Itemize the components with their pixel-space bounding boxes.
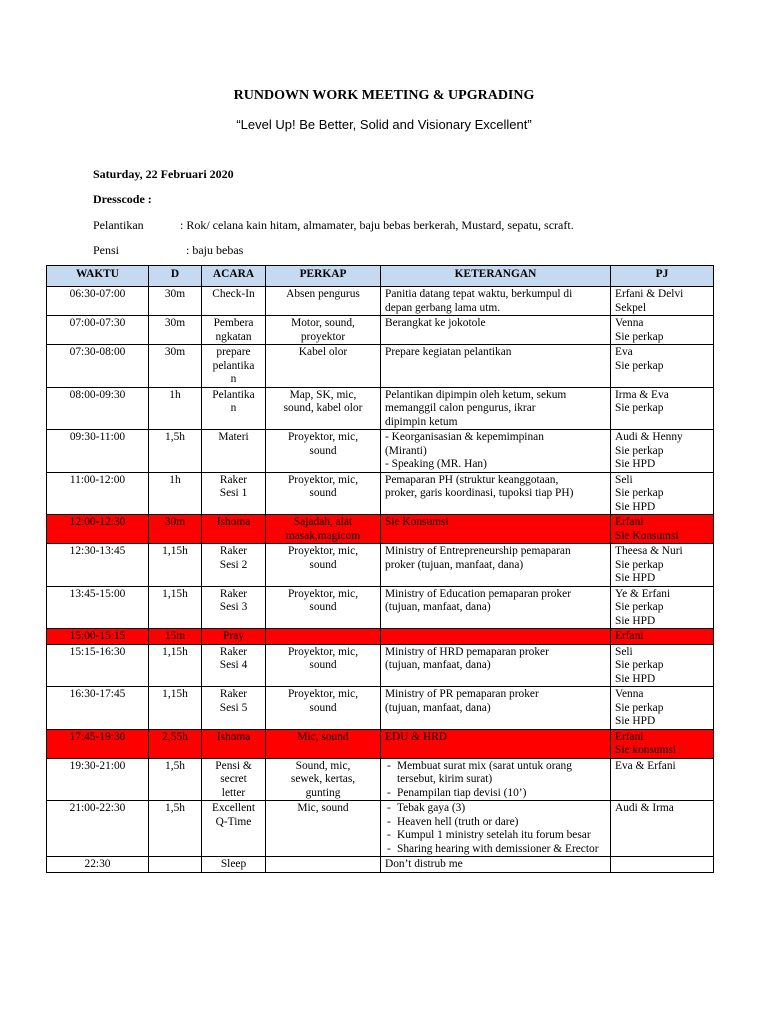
perkap-text: Map, SK, mic, xyxy=(289,388,357,401)
cell-perkap xyxy=(266,644,381,687)
cell-pj xyxy=(611,857,714,873)
pj-text: Eva xyxy=(615,346,633,358)
table-row xyxy=(47,729,714,758)
cell-duration xyxy=(149,758,202,801)
header-waktu: WAKTU xyxy=(47,266,149,287)
cell-waktu xyxy=(47,544,149,587)
dash-bullet-icon: - xyxy=(387,786,391,799)
pj-text: Sie perkap xyxy=(615,558,664,571)
waktu-text: 13:45-15:00 xyxy=(69,587,126,600)
keterangan-text: Ministry of Entrepreneurship pemaparan xyxy=(385,545,571,557)
cell-acara xyxy=(202,687,266,730)
cell-perkap xyxy=(266,316,381,345)
cell-acara xyxy=(202,857,266,873)
cell-waktu xyxy=(47,729,149,758)
cell-duration xyxy=(149,316,202,345)
acara-text: Sesi 2 xyxy=(219,558,248,571)
waktu-text: 09:30-11:00 xyxy=(69,431,126,443)
cell-keterangan xyxy=(381,629,611,645)
acara-text: Q-Time xyxy=(215,815,252,828)
cell-waktu xyxy=(47,387,149,430)
cell-keterangan xyxy=(381,729,611,758)
perkap-text: Sajadah, alat xyxy=(293,516,353,528)
cell-acara xyxy=(202,515,266,544)
cell-pj xyxy=(611,430,714,473)
cell-pj xyxy=(611,629,714,645)
pj-text: Theesa & Nuri xyxy=(615,545,683,557)
cell-acara xyxy=(202,729,266,758)
cell-pj xyxy=(611,387,714,430)
acara-text: letter xyxy=(221,786,246,799)
acara-text: Pembera xyxy=(213,317,254,329)
acara-text: n xyxy=(230,373,237,385)
cell-waktu xyxy=(47,629,149,645)
acara-text: Materi xyxy=(218,431,249,443)
duration-text: 1,5h xyxy=(165,802,185,814)
waktu-text: 15:15-16:30 xyxy=(69,645,126,658)
list-item xyxy=(385,816,606,830)
event-date: Saturday, 22 Februari 2020 xyxy=(93,167,234,181)
perkap-text: Motor, sound, xyxy=(291,317,355,329)
pj-text: Sie HPD xyxy=(615,458,656,470)
cell-waktu xyxy=(47,430,149,473)
acara-text: Pelantika xyxy=(212,388,255,401)
acara-text: Raker xyxy=(219,545,248,557)
rundown-table xyxy=(46,265,714,873)
keterangan-text: Panitia datang tepat waktu, berkumpul di xyxy=(385,288,573,300)
cell-duration xyxy=(149,629,202,645)
header-d: D xyxy=(149,266,202,287)
perkap-text: proyektor xyxy=(300,330,346,343)
cell-duration xyxy=(149,345,202,388)
acara-text: Sesi 4 xyxy=(219,659,248,671)
duration-text: 1,15h xyxy=(162,545,188,557)
dash-bullet-icon: - xyxy=(387,759,391,772)
pj-text: Erfani xyxy=(615,516,644,528)
acara-text: Sleep xyxy=(220,858,247,870)
cell-keterangan xyxy=(381,472,611,515)
header-keterangan: KETERANGAN xyxy=(381,266,611,287)
table-row xyxy=(47,345,714,388)
perkap-text: Proyektor, mic, xyxy=(287,688,359,700)
cell-duration xyxy=(149,544,202,587)
cell-perkap xyxy=(266,544,381,587)
duration-text: 1h xyxy=(169,473,181,486)
waktu-text: 16:30-17:45 xyxy=(69,688,126,700)
cell-keterangan xyxy=(381,345,611,388)
cell-pj xyxy=(611,586,714,629)
pj-text: Sie perkap xyxy=(615,330,664,343)
waktu-text: 19:30-21:00 xyxy=(69,759,126,772)
acara-text: Sesi 3 xyxy=(219,601,248,613)
cell-acara xyxy=(202,316,266,345)
keterangan-text: Berangkat ke jokotole xyxy=(385,317,486,329)
keterangan-text: Ministry of PR pemaparan proker xyxy=(385,688,539,700)
keterangan-text: - Speaking (MR. Han) xyxy=(385,458,487,470)
cell-perkap xyxy=(266,287,381,316)
keterangan-list xyxy=(385,760,606,801)
cell-keterangan xyxy=(381,387,611,430)
cell-perkap xyxy=(266,801,381,857)
keterangan-text: Pelantikan dipimpin oleh ketum, sekum xyxy=(385,388,567,401)
cell-keterangan xyxy=(381,801,611,857)
cell-duration xyxy=(149,801,202,857)
cell-acara xyxy=(202,758,266,801)
pj-text: Sie perkap xyxy=(615,601,664,613)
pj-text: Sie perkap xyxy=(615,659,664,671)
cell-perkap xyxy=(266,472,381,515)
pj-text: Sie HPD xyxy=(615,572,656,584)
acara-text: Sesi 1 xyxy=(219,487,248,499)
table-row xyxy=(47,316,714,345)
acara-text: Excellent xyxy=(211,802,255,814)
pj-text: Audi & Irma xyxy=(615,802,674,814)
cell-pj xyxy=(611,287,714,316)
cell-waktu xyxy=(47,515,149,544)
keterangan-text: Don’t distrub me xyxy=(385,858,463,870)
cell-duration xyxy=(149,644,202,687)
keterangan-text: EDU & HRD xyxy=(385,730,448,743)
pj-text: Erfani & Delvi xyxy=(615,288,684,300)
dash-bullet-icon: - xyxy=(387,815,391,828)
cell-waktu xyxy=(47,758,149,801)
perkap-text: Mic, sound xyxy=(297,802,349,814)
acara-text: Raker xyxy=(219,587,248,600)
cell-perkap xyxy=(266,387,381,430)
waktu-text: 11:00-12:00 xyxy=(69,473,126,486)
cell-pj xyxy=(611,515,714,544)
cell-pj xyxy=(611,644,714,687)
pj-text: Sie Konsumsi xyxy=(615,529,679,542)
keterangan-list xyxy=(385,802,606,856)
pj-text: Sie HPD xyxy=(615,500,656,513)
duration-text: 30m xyxy=(164,288,186,300)
pj-text: Sie HPD xyxy=(615,715,656,727)
pj-text: Venna xyxy=(615,317,644,329)
table-row xyxy=(47,644,714,687)
pj-text: Seli xyxy=(615,473,633,486)
table-row xyxy=(47,515,714,544)
waktu-text: 08:00-09:30 xyxy=(69,388,126,401)
keterangan-text: memanggil calon pengurus, ikrar xyxy=(385,402,536,414)
table-row xyxy=(47,287,714,316)
table-row xyxy=(47,687,714,730)
cell-duration xyxy=(149,687,202,730)
list-item xyxy=(385,760,606,787)
keterangan-text: (tujuan, manfaat, dana) xyxy=(385,601,491,613)
pj-text: Sie perkap xyxy=(615,359,664,372)
pj-text: Sie konsumsi xyxy=(615,744,677,756)
acara-text: Ishoma xyxy=(216,730,251,743)
cell-duration xyxy=(149,287,202,316)
duration-text: 2,55h xyxy=(162,730,188,743)
cell-duration xyxy=(149,430,202,473)
duration-text: 30m xyxy=(164,317,186,329)
waktu-text: 15:00-15:15 xyxy=(69,630,126,642)
keterangan-text: (Miranti) xyxy=(385,444,427,457)
pj-text: Sie perkap xyxy=(615,487,664,499)
acara-text: Sesi 5 xyxy=(219,701,248,714)
table-row xyxy=(47,857,714,873)
acara-text: Pray xyxy=(223,630,244,642)
table-row xyxy=(47,430,714,473)
keterangan-text: - Keorganisasian & kepemimpinan xyxy=(385,431,544,443)
header-perkap: PERKAP xyxy=(266,266,381,287)
perkap-text: Kabel olor xyxy=(298,346,348,358)
list-item xyxy=(385,787,606,801)
dresscode-heading: Dresscode : xyxy=(93,192,152,206)
cell-duration xyxy=(149,586,202,629)
pj-text: Seli xyxy=(615,645,633,658)
cell-keterangan xyxy=(381,857,611,873)
cell-pj xyxy=(611,687,714,730)
cell-perkap xyxy=(266,629,381,645)
duration-text: 1,15h xyxy=(162,688,188,700)
pelantikan-value: : Rok/ celana kain hitam, almamater, baju bebas berkerah, Mustard, sepatu, scraft. xyxy=(180,218,574,232)
keterangan-text: (tujuan, manfaat, dana) xyxy=(385,659,491,671)
pensi-dresscode xyxy=(93,243,244,258)
duration-text: 1h xyxy=(169,388,181,401)
table-row xyxy=(47,758,714,801)
table-row xyxy=(47,801,714,857)
duration-text: 30m xyxy=(164,346,186,358)
keterangan-text: Ministry of HRD pemaparan proker xyxy=(385,645,549,658)
list-item xyxy=(385,843,606,857)
acara-text: prepare xyxy=(216,346,251,358)
pj-text: Sie perkap xyxy=(615,701,664,714)
waktu-text: 06:30-07:00 xyxy=(69,288,126,300)
waktu-text: 07:00-07:30 xyxy=(69,317,126,329)
cell-acara xyxy=(202,801,266,857)
perkap-text: masak,magicom xyxy=(285,529,361,542)
waktu-text: 21:00-22:30 xyxy=(69,802,126,814)
perkap-text: Proyektor, mic, xyxy=(287,545,359,557)
header-acara: ACARA xyxy=(202,266,266,287)
cell-acara xyxy=(202,345,266,388)
cell-pj xyxy=(611,316,714,345)
keterangan-text: Prepare kegiatan pelantikan xyxy=(385,346,512,358)
acara-text: Raker xyxy=(219,645,248,658)
acara-text: pelantika xyxy=(212,359,255,372)
cell-waktu xyxy=(47,644,149,687)
cell-waktu xyxy=(47,687,149,730)
perkap-text: sound xyxy=(309,701,337,714)
pensi-label: Pensi xyxy=(93,243,120,257)
pj-text: Ye & Erfani xyxy=(615,587,671,600)
list-item-text: Tebak gaya (3) xyxy=(397,802,466,814)
pj-text: Sekpel xyxy=(615,301,647,314)
table-row xyxy=(47,586,714,629)
perkap-text: Proyektor, mic, xyxy=(287,473,359,486)
duration-text: 1,15h xyxy=(162,587,188,600)
keterangan-text: dipimpin ketum xyxy=(385,415,458,428)
acara-text: ngkatan xyxy=(215,330,252,343)
dash-bullet-icon: - xyxy=(387,829,391,841)
cell-waktu xyxy=(47,316,149,345)
cell-perkap xyxy=(266,345,381,388)
cell-acara xyxy=(202,430,266,473)
cell-pj xyxy=(611,801,714,857)
waktu-text: 12:00-12:30 xyxy=(69,516,126,528)
acara-text: n xyxy=(230,402,237,414)
pj-text: Sie HPD xyxy=(615,614,656,627)
cell-waktu xyxy=(47,287,149,316)
acara-text: Raker xyxy=(219,688,248,700)
cell-keterangan xyxy=(381,287,611,316)
table-row xyxy=(47,472,714,515)
cell-acara xyxy=(202,629,266,645)
pj-text: Erfani xyxy=(615,630,644,642)
cell-waktu xyxy=(47,472,149,515)
perkap-text: sound xyxy=(309,659,337,671)
perkap-text: Proyektor, mic, xyxy=(287,587,359,600)
cell-waktu xyxy=(47,857,149,873)
cell-duration xyxy=(149,472,202,515)
cell-perkap xyxy=(266,586,381,629)
list-item-text: Penampilan tiap devisi (10’) xyxy=(397,786,527,799)
duration-text: 15m xyxy=(164,630,186,642)
keterangan-text: depan gerbang lama utm. xyxy=(385,301,501,314)
perkap-text: Sound, mic, xyxy=(295,759,351,772)
acara-text: secret xyxy=(220,773,247,785)
keterangan-text: proker, garis koordinasi, tupoksi tiap PH) xyxy=(385,487,574,499)
cell-keterangan xyxy=(381,687,611,730)
keterangan-text: Pemaparan PH (struktur keanggotaan, xyxy=(385,473,559,486)
perkap-text: Proyektor, mic, xyxy=(287,645,359,658)
cell-pj xyxy=(611,729,714,758)
cell-perkap xyxy=(266,857,381,873)
duration-text: 1,15h xyxy=(162,645,188,658)
list-item-text: Kumpul 1 ministry setelah itu forum besar xyxy=(397,829,591,841)
cell-keterangan xyxy=(381,515,611,544)
waktu-text: 17:45-19:30 xyxy=(69,730,126,743)
cell-waktu xyxy=(47,345,149,388)
cell-keterangan xyxy=(381,644,611,687)
keterangan-text: Ministry of Education pemaparan proker xyxy=(385,587,571,600)
pj-text: Sie HPD xyxy=(615,672,656,685)
cell-perkap xyxy=(266,515,381,544)
cell-waktu xyxy=(47,801,149,857)
pelantikan-dresscode xyxy=(93,218,574,233)
cell-duration xyxy=(149,387,202,430)
document-subtitle: “Level Up! Be Better, Solid and Visionary Excellent” xyxy=(236,117,532,132)
acara-text: Pensi & xyxy=(215,759,252,772)
document-title: RUNDOWN WORK MEETING & UPGRADING xyxy=(233,88,535,103)
acara-text: Check-In xyxy=(212,288,255,300)
pensi-value: : baju bebas xyxy=(186,243,244,257)
pj-text: Eva & Erfani xyxy=(615,759,676,772)
table-row xyxy=(47,544,714,587)
acara-text: Raker xyxy=(219,473,248,486)
perkap-text: sewek, kertas, xyxy=(290,773,356,785)
duration-text: 1,5h xyxy=(165,431,185,443)
waktu-text: 22:30 xyxy=(84,858,111,870)
cell-acara xyxy=(202,472,266,515)
cell-keterangan xyxy=(381,586,611,629)
pj-text: Venna xyxy=(615,688,644,700)
cell-acara xyxy=(202,544,266,587)
cell-pj xyxy=(611,472,714,515)
cell-perkap xyxy=(266,687,381,730)
cell-acara xyxy=(202,387,266,430)
pj-text: Irma & Eva xyxy=(615,388,669,401)
header-pj: PJ xyxy=(611,266,714,287)
cell-keterangan xyxy=(381,758,611,801)
dash-bullet-icon: - xyxy=(387,842,391,855)
acara-text: Ishoma xyxy=(216,516,251,528)
perkap-text: sound, kabel olor xyxy=(283,402,363,414)
perkap-text: sound xyxy=(309,601,337,613)
list-item xyxy=(385,802,606,816)
cell-keterangan xyxy=(381,430,611,473)
cell-pj xyxy=(611,345,714,388)
keterangan-text: proker (tujuan, manfaat, dana) xyxy=(385,558,524,571)
pelantikan-label: Pelantikan xyxy=(93,218,144,232)
cell-duration xyxy=(149,515,202,544)
cell-duration xyxy=(149,857,202,873)
list-item-text: Sharing hearing with demissioner & Erector xyxy=(397,842,599,855)
dash-bullet-icon: - xyxy=(387,802,391,814)
perkap-text: Absen pengurus xyxy=(286,288,360,300)
cell-keterangan xyxy=(381,316,611,345)
table-body xyxy=(47,287,714,873)
pj-text: Sie perkap xyxy=(615,402,664,414)
keterangan-text: Sie Konsumsi xyxy=(385,516,449,528)
perkap-text: Proyektor, mic, xyxy=(287,431,359,443)
keterangan-text: (tujuan, manfaat, dana) xyxy=(385,701,491,714)
perkap-text: sound xyxy=(309,444,337,457)
cell-pj xyxy=(611,758,714,801)
cell-perkap xyxy=(266,758,381,801)
cell-acara xyxy=(202,586,266,629)
cell-acara xyxy=(202,644,266,687)
list-item-text: Heaven hell (truth or dare) xyxy=(397,815,519,828)
cell-perkap xyxy=(266,729,381,758)
duration-text: 30m xyxy=(164,516,186,528)
perkap-text: gunting xyxy=(305,786,341,799)
waktu-text: 07:30-08:00 xyxy=(69,346,126,358)
table-row xyxy=(47,629,714,645)
cell-waktu xyxy=(47,586,149,629)
list-item-text: Membuat surat mix (sarat untuk orang tersebut, kirim surat) xyxy=(397,759,572,785)
list-item xyxy=(385,829,606,843)
cell-keterangan xyxy=(381,544,611,587)
duration-text: 1,5h xyxy=(165,759,185,772)
cell-acara xyxy=(202,287,266,316)
perkap-text: sound xyxy=(309,487,337,499)
pj-text: Sie perkap xyxy=(615,444,664,457)
cell-duration xyxy=(149,729,202,758)
perkap-text: Mic, sound xyxy=(297,730,349,743)
perkap-text: sound xyxy=(309,558,337,571)
pj-text: Audi & Henny xyxy=(615,431,683,443)
pj-text: Erfani xyxy=(615,730,644,743)
table-row xyxy=(47,387,714,430)
cell-perkap xyxy=(266,430,381,473)
waktu-text: 12:30-13:45 xyxy=(69,545,126,557)
cell-pj xyxy=(611,544,714,587)
table-header-row xyxy=(47,266,714,287)
